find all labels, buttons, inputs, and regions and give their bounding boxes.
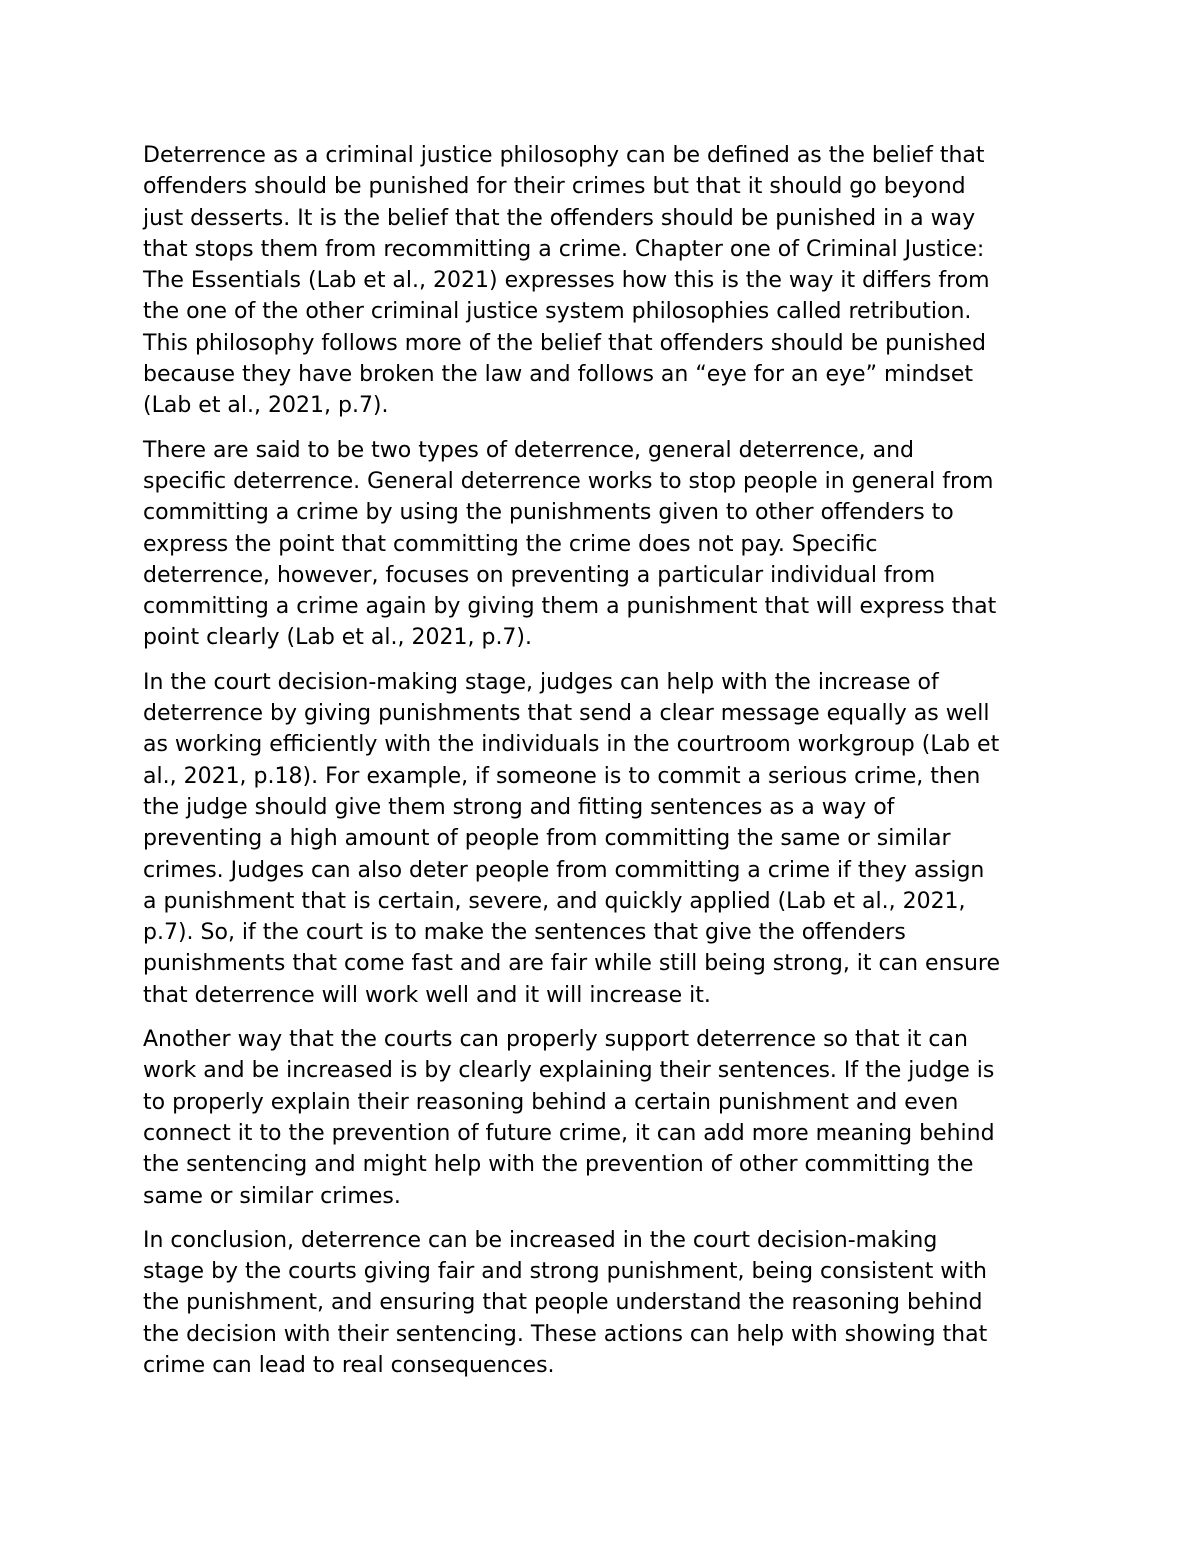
text-line: the sentencing and might help with the prevention of other committing the — [143, 1152, 974, 1178]
text-line: This philosophy follows more of the belief that offenders should be punished — [143, 330, 987, 356]
text-line: to properly explain their reasoning behind a certain punishment and even — [143, 1089, 959, 1115]
text-line: that deterrence will work well and it will increase it. — [143, 982, 711, 1008]
text-line: the decision with their sentencing. These actions can help with showing that — [143, 1321, 988, 1347]
paragraph-1 — [143, 140, 1078, 422]
document-body — [143, 140, 1078, 1394]
paragraph-2 — [143, 435, 1078, 654]
text-line: (Lab et al., 2021, p.7). — [143, 393, 389, 419]
text-line: There are said to be two types of deterrence, general deterrence, and — [143, 437, 914, 463]
text-line: offenders should be punished for their crimes but that it should go beyond — [143, 174, 966, 200]
text-line: committing a crime by using the punishments given to other offenders to — [143, 500, 954, 526]
text-line: point clearly (Lab et al., 2021, p.7). — [143, 625, 533, 651]
text-line: p.7). So, if the court is to make the sentences that give the offenders — [143, 920, 906, 946]
text-line: that stops them from recommitting a crime. Chapter one of Criminal Justice: — [143, 236, 985, 262]
text-line: just desserts. It is the belief that the offenders should be punished in a way — [143, 205, 976, 231]
paragraph-4 — [143, 1024, 1078, 1212]
text-line: work and be increased is by clearly explaining their sentences. If the judge is — [143, 1058, 995, 1084]
text-line: preventing a high amount of people from committing the same or similar — [143, 826, 951, 852]
text-line: committing a crime again by giving them a punishment that will express that — [143, 594, 997, 620]
text-line: al., 2021, p.18). For example, if someone is to commit a serious crime, then — [143, 763, 981, 789]
text-line: connect it to the prevention of future crime, it can add more meaning behind — [143, 1120, 995, 1146]
text-line: because they have broken the law and follows an “eye for an eye” mindset — [143, 362, 974, 388]
text-line: stage by the courts giving fair and strong punishment, being consistent with — [143, 1259, 987, 1285]
text-line: express the point that committing the crime does not pay. Specific — [143, 531, 878, 557]
paragraph-3 — [143, 667, 1078, 1011]
text-line: Another way that the courts can properly support deterrence so that it can — [143, 1027, 968, 1053]
text-line: a punishment that is certain, severe, and quickly applied (Lab et al., 2021, — [143, 888, 966, 914]
text-line: Deterrence as a criminal justice philosophy can be defined as the belief that — [143, 143, 985, 168]
text-line: In conclusion, deterrence can be increased in the court decision-making — [143, 1227, 938, 1253]
text-line: the one of the other criminal justice system philosophies called retribution. — [143, 299, 972, 325]
text-line: same or similar crimes. — [143, 1183, 401, 1209]
text-line: In the court decision-making stage, judges can help with the increase of — [143, 669, 939, 695]
text-line: as working efficiently with the individuals in the courtroom workgroup (Lab et — [143, 732, 1000, 758]
text-line: the punishment, and ensuring that people understand the reasoning behind — [143, 1290, 983, 1316]
text-line: deterrence, however, focuses on preventing a particular individual from — [143, 562, 936, 588]
text-line: specific deterrence. General deterrence works to stop people in general from — [143, 468, 994, 494]
paragraph-5 — [143, 1225, 1078, 1381]
text-line: punishments that come fast and are fair while still being strong, it can ensure — [143, 951, 1001, 977]
text-line: deterrence by giving punishments that send a clear message equally as well — [143, 701, 990, 727]
text-line: crimes. Judges can also deter people from committing a crime if they assign — [143, 857, 985, 883]
text-line: the judge should give them strong and fitting sentences as a way of — [143, 794, 895, 820]
text-line: crime can lead to real consequences. — [143, 1352, 555, 1378]
text-line: The Essentials (Lab et al., 2021) expresses how this is the way it differs from — [143, 268, 990, 294]
